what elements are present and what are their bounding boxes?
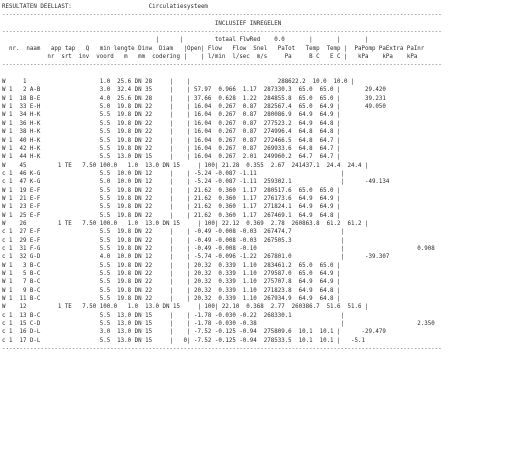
table-row: c 1 32 G-D 4.0 10.0 DN 12 | | -5.74 -0.096 -1.22 267801.0 | -39.307 bbox=[2, 254, 390, 261]
table-row: W 1 1.0 25.6 DN 28 | | 288622.2 10.0 10.0 | bbox=[2, 79, 355, 86]
section-title-line bbox=[2, 20, 520, 28]
table-row: W 1 38 H-K 5.5 19.8 DN 22 | | 16.04 0.267 0.87 274996.4 64.8 64.8 | bbox=[2, 129, 341, 136]
table-row: W 1 40 H-K 5.5 19.8 DN 22 | | 16.04 0.267 0.87 272466.5 64.8 64.7 | bbox=[2, 137, 341, 144]
report-title-line bbox=[2, 3, 520, 11]
table-row: c 1 27 E-F 5.5 19.8 DN 22 | | -0.49 -0.008 -0.03 267474.7 | bbox=[2, 229, 345, 236]
table-row: W 1 21 E-F 5.5 19.8 DN 22 | | 21.62 0.360 1.17 276173.6 64.9 64.9 | bbox=[2, 195, 341, 202]
table-row: c 1 29 E-F 5.5 19.8 DN 22 | | -0.49 -0.008 -0.03 267505.3 | bbox=[2, 237, 345, 244]
report-title: RESULTATEN DEELLAST: bbox=[2, 4, 72, 10]
results-table bbox=[2, 78, 520, 345]
rule: ------------------------------------------------------------------------------------------------------------------------------ bbox=[2, 62, 442, 69]
table-row: c 1 16 D-L 3.0 13.0 DN 15 | | -7.52 -0.125 -0.94 275809.6 10.1 10.1 | -29.479 bbox=[2, 329, 386, 336]
table-row: W 1 23 E-F 5.5 19.8 DN 22 | | 21.62 0.360 1.17 271824.1 64.9 64.9 | bbox=[2, 204, 341, 211]
system-name: Circulatiesysteem bbox=[148, 4, 208, 10]
table-row: W 12 1 TE 7.50 100.0 1.0 13.0 DN 15 | 100| 22.10 0.368 2.77 260386.7 51.6 51.6 | bbox=[2, 304, 369, 311]
table-row: W 26 1 TE 7.50 100.0 1.0 13.0 DN 15 | 100| 22.12 0.369 2.78 260863.8 61.2 61.2 | bbox=[2, 220, 369, 227]
table-row: W 1 3 B-C 5.5 19.8 DN 22 | | 20.32 0.339 1.10 283461.2 65.0 65.0 | bbox=[2, 262, 341, 269]
table-row: W 1 34 H-K 5.5 19.8 DN 22 | | 16.04 0.267 0.87 280086.9 64.9 64.9 | bbox=[2, 112, 341, 119]
table-row: W 1 36 H-K 5.5 19.8 DN 22 | | 16.04 0.267 0.87 277523.2 64.9 64.8 | bbox=[2, 120, 341, 127]
table-row: c 1 31 F-G 5.5 19.8 DN 22 | | -0.49 -0.008 -0.10 | 0.908 bbox=[2, 245, 435, 252]
header-line: nr. naam app tap Q min lengte Dinw Diam |Open| Flow Flow Snel PaTot Temp Temp | PaPomp PaExtra PaInr bbox=[2, 45, 425, 52]
table-row: W 1 42 H-K 5.5 19.8 DN 22 | | 16.04 0.267 0.87 269933.6 64.8 64.7 | bbox=[2, 145, 341, 152]
table-row: W 1 33 E-H 5.0 19.8 DN 22 | | 16.04 0.267 0.87 282567.4 65.0 64.9 | 49.050 bbox=[2, 104, 386, 111]
table-row: W 1 44 H-K 5.5 13.0 DN 15 | | 16.04 0.267 2.01 249960.2 64.7 64.7 | bbox=[2, 154, 341, 161]
rule: ------------------------------------------------------------------------------------------------------------------------------ bbox=[2, 29, 442, 36]
header-line: nr srt inv voord m mm codering | | l/min l/sec m/s Pa B C E C | kPa kPa kPa bbox=[2, 54, 418, 61]
table-row: c 1 46 K-G 5.5 10.0 DN 12 | | -5.24 -0.087 -1.11 | bbox=[2, 170, 345, 177]
table-row: W 1 11 B-C 5.5 19.8 DN 22 | | 20.32 0.339 1.10 267934.9 64.9 64.8 | bbox=[2, 296, 341, 303]
section-title: INCLUSIEF INREGELEN bbox=[214, 20, 282, 27]
rule: ------------------------------------------------------------------------------------------------------------------------------ bbox=[2, 12, 442, 19]
table-row: W 1 7 B-C 5.5 19.8 DN 22 | | 20.32 0.339 1.10 275707.8 64.9 64.9 | bbox=[2, 279, 341, 286]
table-row: c 1 13 B-C 5.5 13.0 DN 15 | | -1.78 -0.030 -0.22 268330.1 | bbox=[2, 312, 345, 319]
table-row: W 1 5 B-C 5.5 19.8 DN 22 | | 20.32 0.339 1.10 279587.0 65.0 64.9 | bbox=[2, 271, 341, 277]
table-row: c 1 47 K-G 5.0 10.0 DN 12 | | -5.24 -0.087 -1.11 259302.1 | -49.134 bbox=[2, 179, 390, 186]
table-row: W 1 18 B-E 4.0 25.6 DN 28 | | 37.66 0.628 1.22 284855.8 65.0 65.0 | 39.231 bbox=[2, 95, 386, 102]
rule: ------------------------------------------------------------------------------------------------------------------------------ bbox=[2, 346, 442, 353]
table-row: c 1 15 C-D 5.5 13.0 DN 15 | | -1.78 -0.030 -0.38 | 2.350 bbox=[2, 321, 435, 328]
header-line: | | totaal FlwRed 0.0 | | | bbox=[2, 37, 463, 44]
table-row: W 45 1 TE 7.50 100.0 1.0 13.0 DN 15 | 100| 21.28 0.355 2.67 241437.1 24.4 24.4 | bbox=[2, 162, 369, 169]
table-row: W 1 9 B-C 5.5 19.8 DN 22 | | 20.32 0.339 1.10 271823.8 64.9 64.8 | bbox=[2, 287, 341, 294]
table-row: W 1 2 A-B 3.0 32.4 DN 35 | | 57.97 0.966 1.17 287330.3 65.0 65.0 | 29.420 bbox=[2, 87, 386, 94]
table-row: W 1 25 E-F 5.5 19.8 DN 22 | | 21.62 0.360 1.17 267469.1 64.9 64.8 | bbox=[2, 212, 341, 219]
blank-line bbox=[2, 70, 520, 78]
table-row: W 1 19 E-F 5.5 19.8 DN 22 | | 21.62 0.360 1.17 280517.6 65.0 65.0 | bbox=[2, 187, 341, 194]
table-row: c 1 17 D-L 5.5 13.0 DN 15 | 0| -7.52 -0.125 -0.94 278533.5 10.1 10.1 | -5.1 bbox=[2, 337, 365, 344]
